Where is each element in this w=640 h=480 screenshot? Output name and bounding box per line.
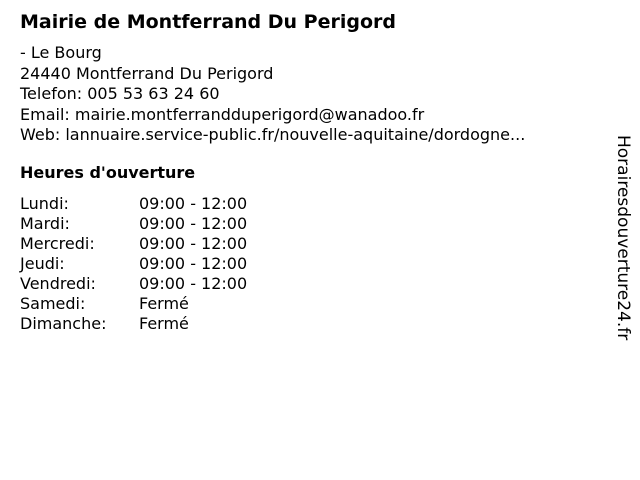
hours-day: Dimanche:	[20, 314, 107, 333]
hours-row-tuesday	[20, 214, 247, 234]
hours-row-thursday	[20, 254, 247, 274]
hours-day: Lundi:	[20, 194, 69, 213]
hours-time: 09:00 - 12:00	[139, 214, 248, 233]
hours-day: Jeudi:	[20, 254, 65, 273]
hours-time: Fermé	[139, 294, 189, 313]
opening-hours-table	[20, 194, 247, 334]
phone-number: Telefon: 005 53 63 24 60	[20, 84, 220, 103]
hours-time: 09:00 - 12:00	[139, 234, 248, 253]
website-link[interactable]: Web: lannuaire.service-public.fr/nouvelle-aquitaine/dordogne...	[20, 125, 526, 144]
hours-row-wednesday	[20, 234, 247, 254]
hours-row-saturday	[20, 294, 247, 314]
hours-time: 09:00 - 12:00	[139, 274, 248, 293]
opening-hours-heading: Heures d'ouverture	[20, 163, 196, 182]
hours-day: Mardi:	[20, 214, 70, 233]
hours-day: Samedi:	[20, 294, 86, 313]
hours-row-monday	[20, 194, 247, 214]
hours-day: Mercredi:	[20, 234, 95, 253]
hours-time: 09:00 - 12:00	[139, 254, 248, 273]
hours-row-sunday	[20, 314, 247, 334]
hours-row-friday	[20, 274, 247, 294]
hours-day: Vendredi:	[20, 274, 96, 293]
hours-time: 09:00 - 12:00	[139, 194, 248, 213]
email-address[interactable]: Email: mairie.montferrandduperigord@wanadoo.fr	[20, 104, 425, 124]
address-street: - Le Bourg	[20, 43, 102, 62]
site-watermark: Horairesdouverture24.fr	[613, 135, 633, 341]
page-title: Mairie de Montferrand Du Perigord	[20, 11, 396, 33]
address-city: 24440 Montferrand Du Perigord	[20, 63, 274, 83]
contact-block	[20, 43, 525, 146]
hours-time: Fermé	[139, 314, 189, 333]
